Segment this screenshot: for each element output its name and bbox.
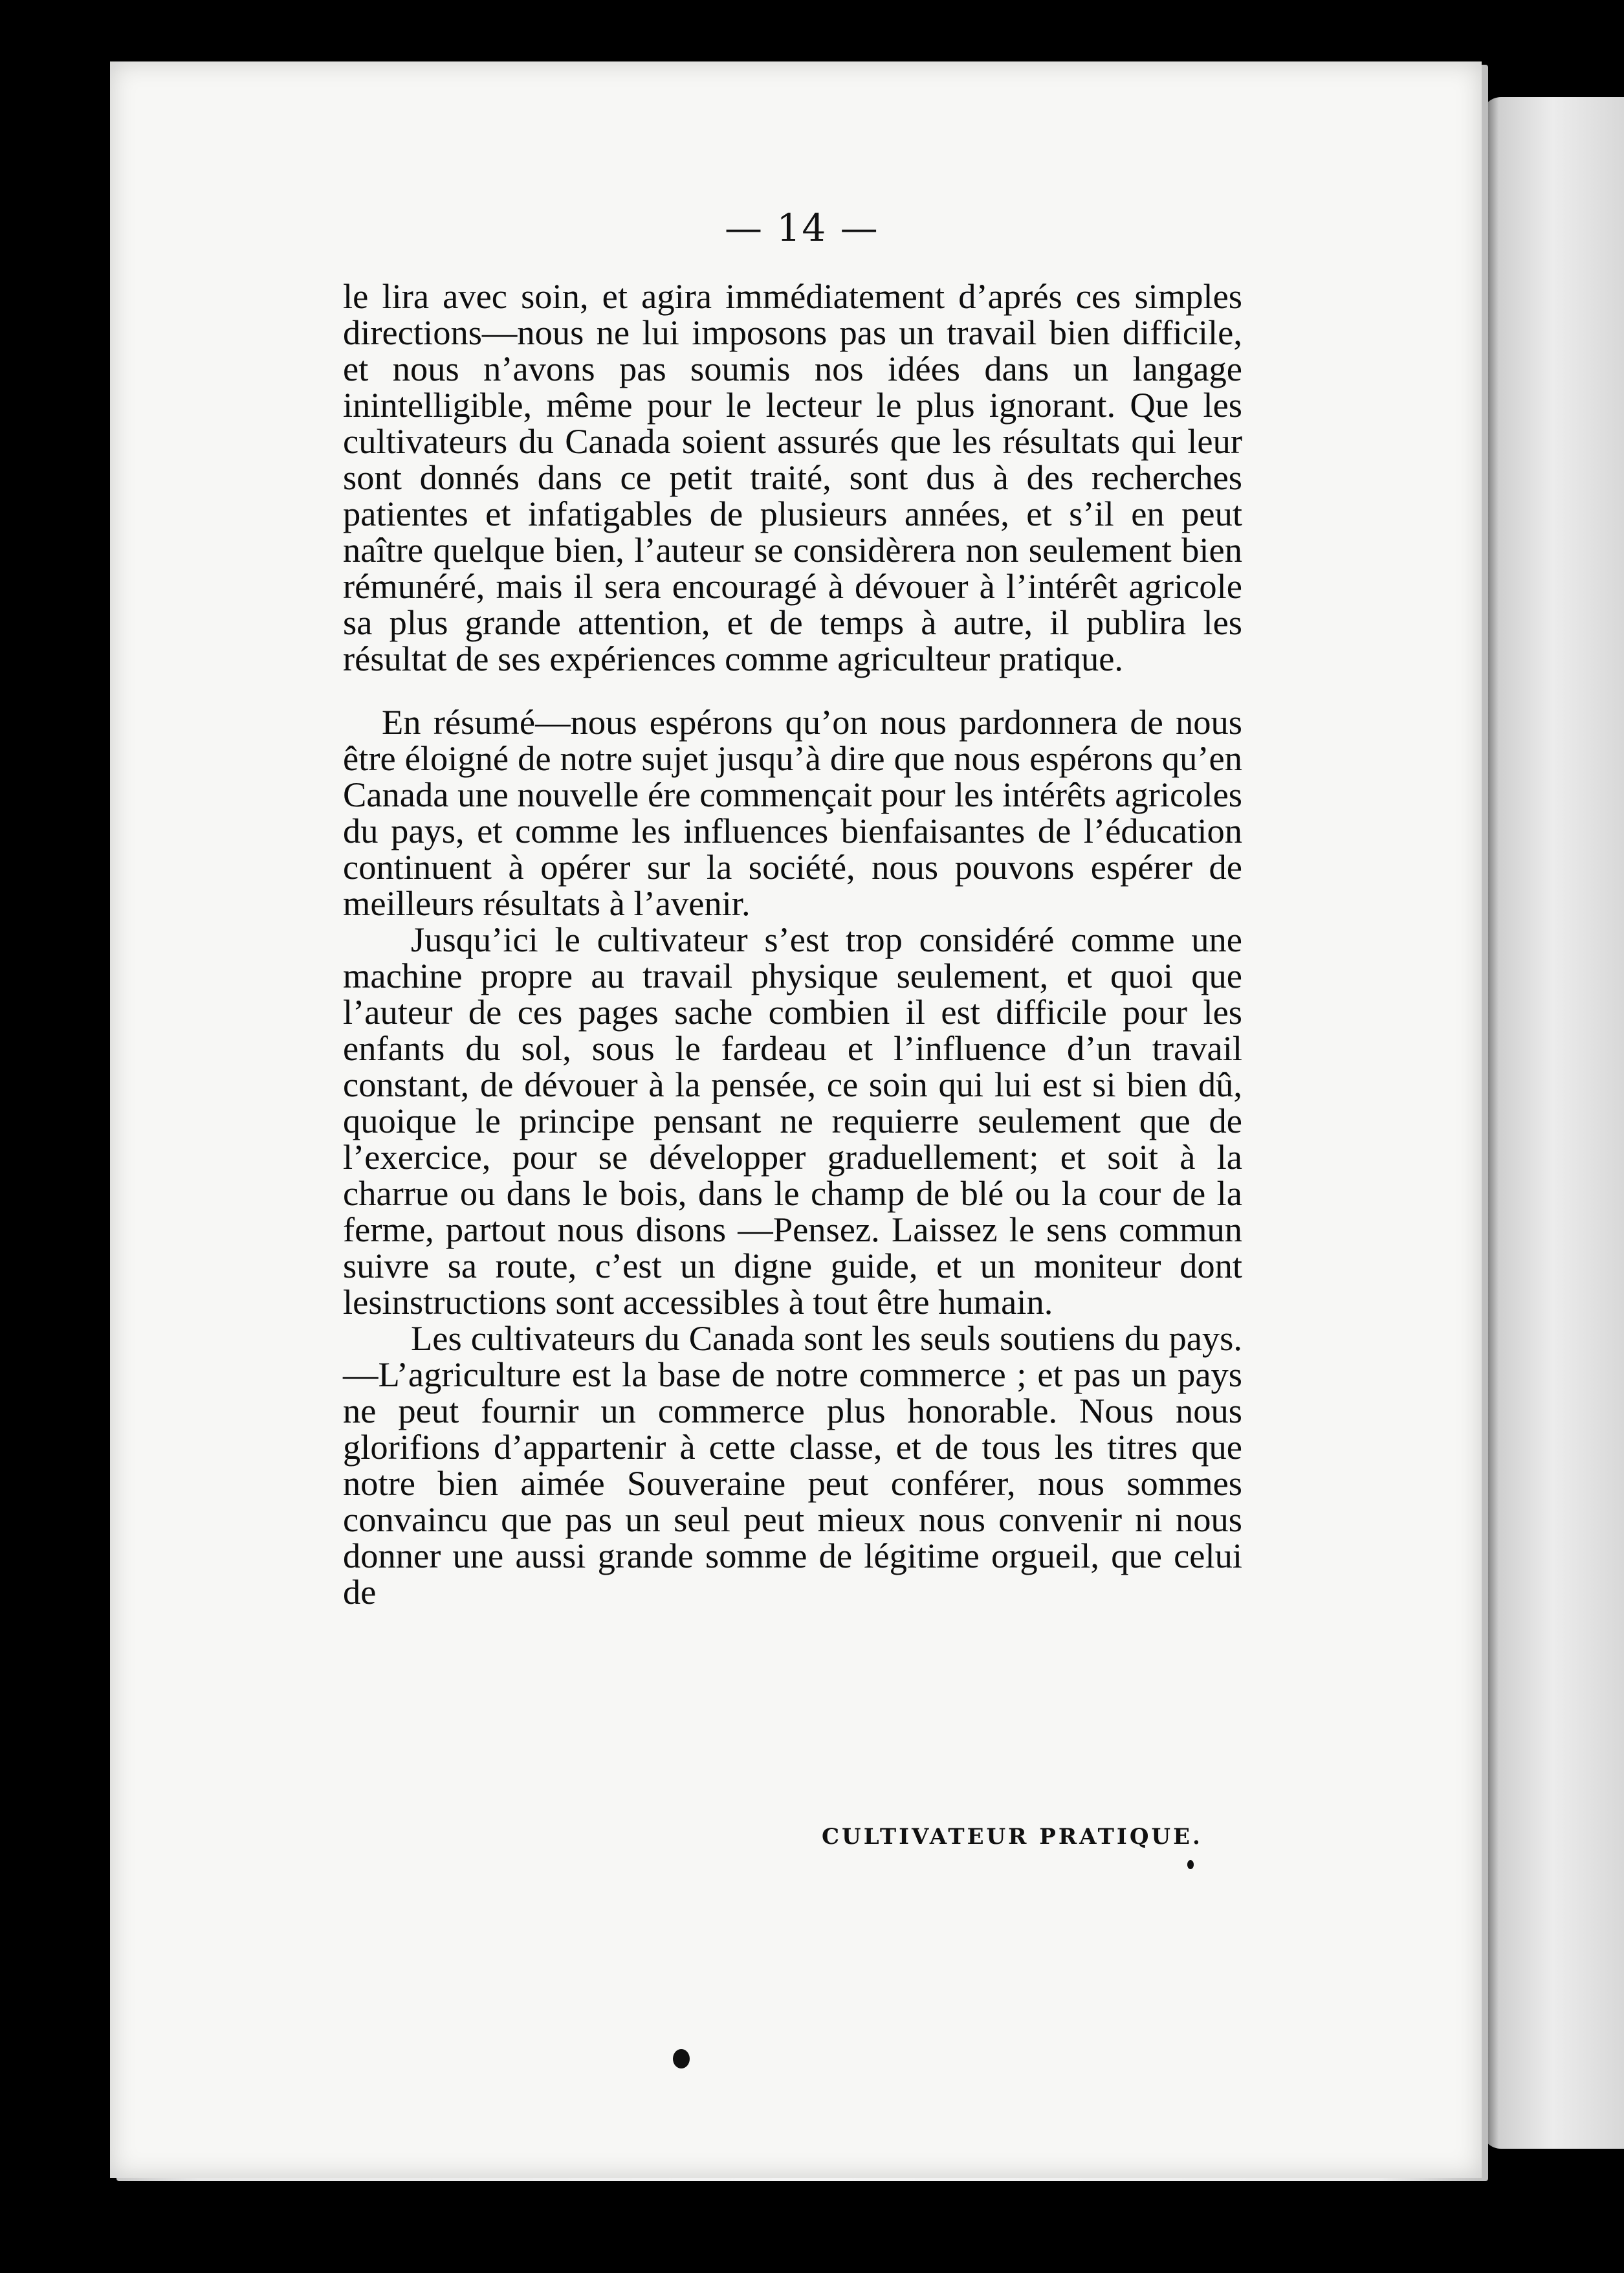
- paragraph-2: En résumé—nous espérons qu’on nous pardonnera de nous être éloigné de notre sujet jusqu’à dire que nous espérons qu’en Canada une nouvelle ére commençait pour les intérêts agricoles du pays, et comme les influences bienfaisantes de l’éducation continuent à opérer sur la société, nous pouvons espérer de meilleurs résultats à l’avenir.: [343, 702, 1242, 923]
- adjacent-page-edge: [1482, 97, 1624, 2149]
- paragraph-1: le lira avec soin, et agira immédiatement d’aprés ces simples directions—nous ne lui imposons pas un travail bien difficile, et nous n’avons pas soumis nos idées dans un langage inintelligible, même pour le lecteur le plus ignorant. Que les cultivateurs du Canada soient assurés que les résultats qui leur sont donnés dans ce petit traité, sont dus à des recherches patientes et infatigables de plusieurs années, et s’il en peut naître quelque bien, l’auteur se considèrera non seulement bien rémunéré, mais il sera encouragé à dévouer à l’intérêt agricole sa plus grande attention, et de temps à autre, il publira les résultat de ses expériences comme agriculteur pratique.: [343, 276, 1242, 678]
- signature: CULTIVATEUR PRATIQUE.: [822, 1824, 1203, 1850]
- ink-speck: [1187, 1860, 1194, 1869]
- paragraph-3: Jusqu’ici le cultivateur s’est trop considéré comme une machine propre au travail physique seulement, et quoi que l’auteur de ces pages sache combien il est difficile pour les enfants du sol, sous le fardeau et l’influence d’un travail constant, de dévouer à la pensée, ce soin qui lui est si bien dû, quoique le principe pensant ne requierre seulement que de l’exercice, pour se développer graduellement; et soit à la charrue ou dans le bois, dans le champ de blé ou la cour de la ferme, partout nous disons —Pensez. Laissez le sens commun suivre sa route, c’est un digne guide, et un moniteur dont lesinstructions sont accessibles à tout être humain.: [343, 920, 1242, 1322]
- ink-blot: [673, 2049, 690, 2068]
- page-number: — 14 —: [725, 206, 879, 250]
- paragraph-4: Les cultivateurs du Canada sont les seuls soutiens du pays.—L’agriculture est la base de notre commerce ; et pas un pays ne peut fournir un commerce plus honorable. Nous nous glorifions d’appartenir à cette classe, et de tous les titres que notre bien aimée Souveraine peut conférer, nous sommes convaincu que pas un seul peut mieux nous convenir ni nous donner une aussi grande somme de légitime orgueil, que celui de: [343, 1318, 1242, 1612]
- body-text: [343, 278, 1242, 1610]
